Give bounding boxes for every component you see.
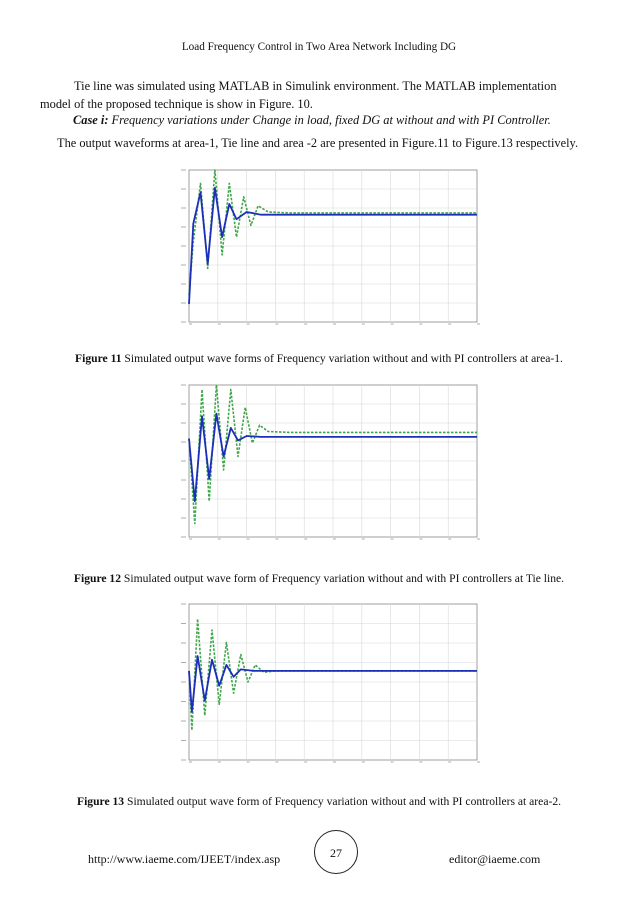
figure-11-caption [0, 352, 638, 365]
figure-13-plot [175, 600, 481, 766]
running-header: Load Frequency Control in Two Area Network Including DG [181, 41, 457, 53]
figure-12-chart [175, 381, 481, 547]
output-paragraph: The output waveforms at area-1, Tie line and area -2 are presented in Figure.11 to Figure.13 respectively. [57, 136, 579, 150]
figure-13-label: Figure 13 [76, 795, 125, 808]
case-heading [73, 113, 551, 128]
intro-paragraph [40, 77, 606, 113]
footer-url-link[interactable]: http://www.iaeme.com/IJEET/index.asp [88, 852, 281, 866]
page-number: 27 [314, 830, 358, 874]
figure-12-plot [175, 381, 481, 547]
figure-13-chart [175, 600, 481, 770]
figure-13-text: Simulated output wave form of Frequency variation without and with PI controllers at area-2. [124, 795, 562, 808]
case-text: Frequency variations under Change in load, fixed DG at without and with PI Controller. [108, 113, 551, 127]
case-label: Case i: [73, 113, 109, 127]
figure-11-label: Figure 11 [75, 352, 122, 365]
figure-11-text: Simulated output wave forms of Frequency variation without and with PI controllers at area-1. [121, 352, 563, 365]
footer-email-link[interactable]: editor@iaeme.com [449, 852, 541, 866]
figure-11-chart [175, 166, 481, 332]
figure-12-caption [0, 572, 638, 585]
figure-13-caption [0, 795, 638, 808]
figure-11-plot [175, 166, 481, 332]
intro-line-2: model of the proposed technique is show in Figure. 10. [40, 97, 313, 111]
figure-12-label: Figure 12 [73, 572, 122, 585]
intro-line-1: Tie line was simulated using MATLAB in Simulink environment. The MATLAB implementation [74, 79, 557, 93]
figure-12-text: Simulated output wave form of Frequency variation without and with PI controllers at Tie line. [121, 572, 565, 585]
